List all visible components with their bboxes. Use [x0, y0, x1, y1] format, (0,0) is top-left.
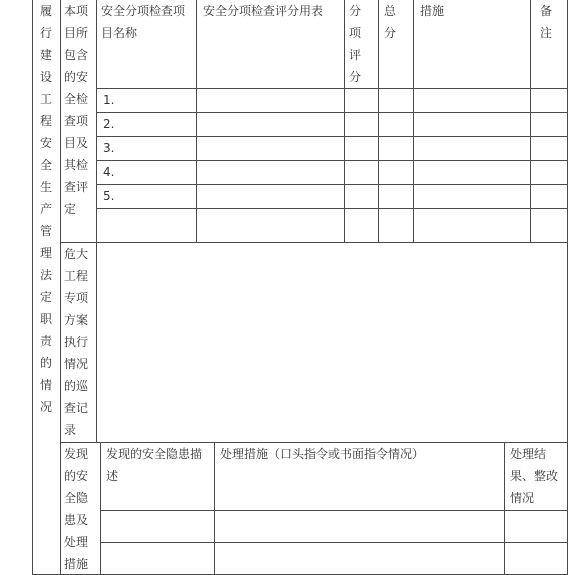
col-divider-label-s1 [96, 0, 97, 242]
outer-right-border [567, 0, 568, 575]
row-number: 4. [103, 165, 115, 179]
header-handling-result: 处理结果、整改情况 [510, 447, 559, 505]
row-number: 1. [103, 93, 115, 107]
col-divider-s3-a [214, 442, 215, 575]
header-hazard-description: 发现的安全隐患描述 [106, 447, 203, 483]
row-line-s1-5 [96, 208, 567, 209]
row-number: 5. [103, 189, 115, 203]
row-number: 3. [103, 141, 115, 155]
col-divider-s1-e [530, 0, 531, 242]
col-divider-s3-b [504, 442, 505, 575]
row-line-s3-header [100, 510, 567, 511]
outer-left-border [32, 0, 33, 575]
header-total-score: 总分 [384, 4, 397, 40]
row-line-s3-1 [100, 542, 567, 543]
row-line-s1-2 [96, 136, 567, 137]
section3-label: 发现的安全隐患及处理措施 [64, 447, 89, 571]
col-divider-label-s3 [100, 442, 101, 575]
row-number: 2. [103, 117, 115, 131]
header-measures: 措施 [420, 4, 445, 18]
header-item-name: 安全分项检查项目名称 [101, 4, 186, 40]
section2-label: 危大工程专项方案执行情况的巡查记录 [64, 247, 89, 437]
row-line-s1-3 [96, 160, 567, 161]
col-divider-label-s2 [96, 242, 97, 442]
row-line-s1-1 [96, 112, 567, 113]
row-line-s1-4 [96, 184, 567, 185]
outer-vertical-label: 履行建设工程安全生产管理法定职责的情况 [39, 4, 52, 414]
header-item-score: 分项评分 [349, 4, 362, 84]
col-divider-s1-b [344, 0, 345, 242]
section-sep-1 [60, 242, 567, 243]
col-divider-s1-d [413, 0, 414, 242]
col-divider-outer [60, 0, 61, 575]
header-score-table: 安全分项检查评分用表 [203, 4, 324, 18]
header-remarks: 备注 [540, 4, 553, 40]
row-line-s1-header [96, 88, 567, 89]
col-divider-s1-a [196, 0, 197, 242]
section1-label: 本项目所包含的安全检查项目及其检查评定 [64, 4, 89, 216]
header-handling-measures: 处理措施（口头指令或书面指令情况） [220, 447, 425, 461]
col-divider-s1-c [378, 0, 379, 242]
